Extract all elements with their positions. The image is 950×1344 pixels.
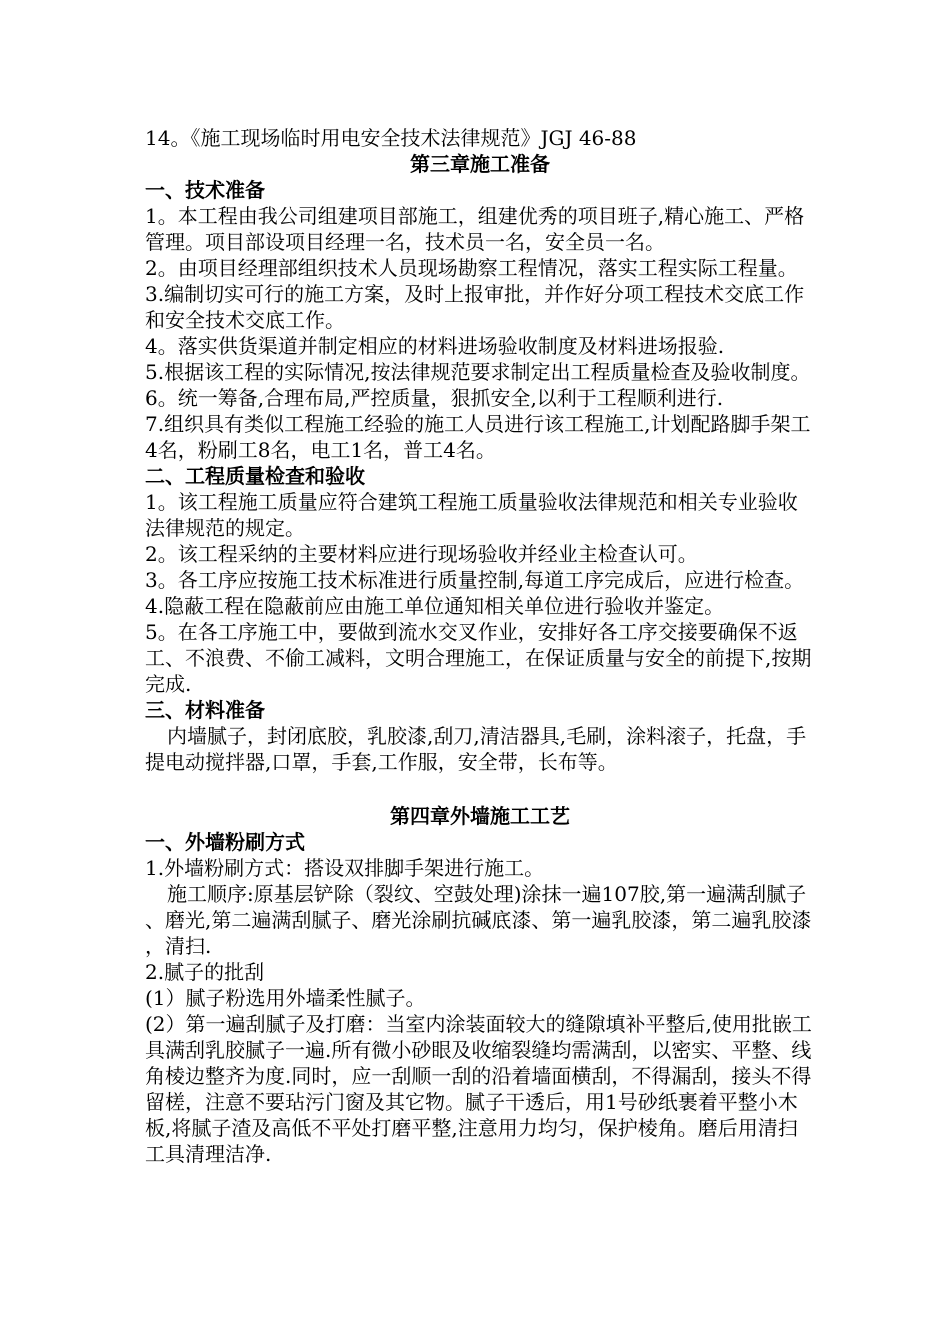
paragraph: 5。在各工序施工中，要做到流水交叉作业，安排好各工序交接要确保不返工、不浪费、不偷工减料，文明合理施工，在保证质量与安全的前提下,按期完成. xyxy=(145,620,812,696)
section-exterior-wall-method: 一、外墙粉刷方式 xyxy=(145,830,305,854)
paragraph: 5.根据该工程的实际情况,按法律规范要求制定出工程质量检查及验收制度。 xyxy=(145,360,811,384)
paragraph: 施工顺序:原基层铲除（裂纹、空鼓处理)涂抹一遍107胶,第一遍满刮腻子、磨光,第二遍满刮腻子、磨光涂刷抗碱底漆、第一遍乳胶漆，第二遍乳胶漆，清扫. xyxy=(145,882,812,958)
paragraph: 2.腻子的批刮 xyxy=(145,960,265,984)
paragraph: 1。本工程由我公司组建项目部施工，组建优秀的项目班子,精心施工、严格管理。项目部设项目经理一名，技术员一名，安全员一名。 xyxy=(145,204,805,254)
paragraph: 3。各工序应按施工技术标准进行质量控制,每道工序完成后，应进行检查。 xyxy=(145,568,805,592)
blank-line xyxy=(145,775,815,803)
paragraph: (1）腻子粉选用外墙柔性腻子。 xyxy=(145,986,426,1010)
chapter-3-title: 第三章施工准备 xyxy=(410,152,550,176)
paragraph: 3.编制切实可行的施工方案，及时上报审批，并作好分项工程技术交底工作和安全技术交底工作。 xyxy=(145,282,805,332)
section-material-preparation: 三、材料准备 xyxy=(145,698,265,722)
section-quality-inspection: 二、工程质量检查和验收 xyxy=(145,464,365,488)
paragraph: 内墙腻子，封闭底胶，乳胶漆,刮刀,清洁器具,毛刷，涂料滚子，托盘，手提电动搅拌器,口罩，手套,工作服，安全带，长布等。 xyxy=(145,724,807,774)
paragraph: 1。该工程施工质量应符合建筑工程施工质量验收法律规范和相关专业验收法律规范的规定。 xyxy=(145,490,798,540)
paragraph: 2。该工程采纳的主要材料应进行现场验收并经业主检查认可。 xyxy=(145,542,698,566)
paragraph: 4.隐蔽工程在隐蔽前应由施工单位通知相关单位进行验收并鉴定。 xyxy=(145,594,725,618)
reference-line: 14。《施工现场临时用电安全技术法律规范》JGJ 46-88 xyxy=(145,126,637,150)
section-technical-preparation: 一、技术准备 xyxy=(145,178,265,202)
paragraph: 7.组织具有类似工程施工经验的施工人员进行该工程施工,计划配路脚手架工4名，粉刷工8名，电工1名，普工4名。 xyxy=(145,412,811,462)
paragraph: 4。落实供货渠道并制定相应的材料进场验收制度及材料进场报验. xyxy=(145,334,725,358)
paragraph: 6。统一筹备,合理布局,严控质量，狠抓安全,以利于工程顺利进行. xyxy=(145,386,724,410)
paragraph: 1.外墙粉刷方式：搭设双排脚手架进行施工。 xyxy=(145,856,545,880)
chapter-4-title: 第四章外墙施工工艺 xyxy=(390,804,570,828)
document-page xyxy=(145,125,815,1167)
paragraph: 2。由项目经理部组织技术人员现场勘察工程情况，落实工程实际工程量。 xyxy=(145,256,798,280)
paragraph: (2）第一遍刮腻子及打磨：当室内涂装面较大的缝隙填补平整后,使用批嵌工具满刮乳胶腻子一遍.所有微小砂眼及收缩裂缝均需满刮，以密实、平整、线角棱边整齐为度.同时，应一刮顺一刮的沿着墙面横刮，不得漏刮，接头不得留槎，注意不要玷污门窗及其它物。腻子干透后，用1号砂纸裹着平整小木板,将腻子渣及高低不平处打磨平整,注意用力均匀，保护棱角。磨后用清扫工具清理洁净. xyxy=(145,1012,812,1166)
